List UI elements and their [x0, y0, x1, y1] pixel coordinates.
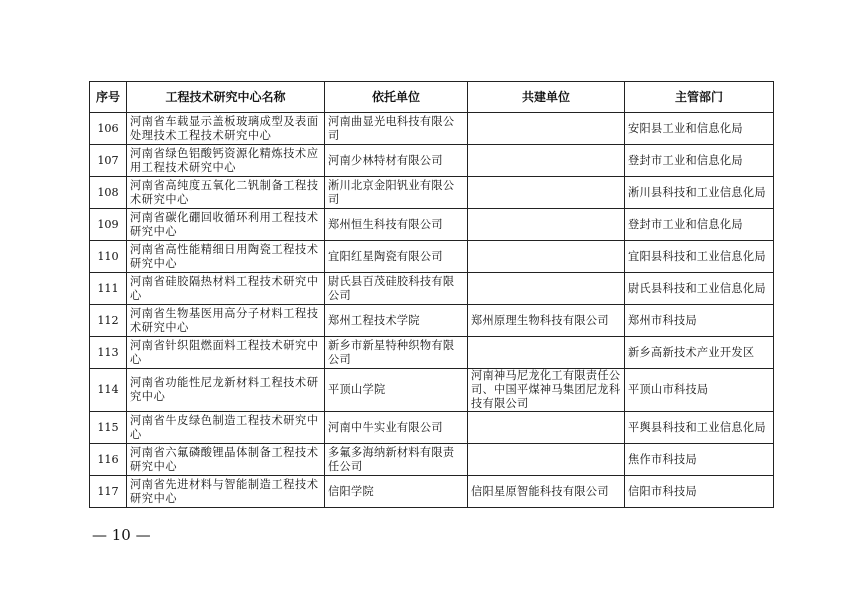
- cell-num: 109: [90, 209, 127, 241]
- cell-host: 郑州恒生科技有限公司: [325, 209, 468, 241]
- table-body: [90, 113, 774, 508]
- cell-num: 110: [90, 241, 127, 273]
- cell-dept: 登封市工业和信息化局: [625, 145, 774, 177]
- cell-host: 淅川北京金阳钒业有限公司: [325, 177, 468, 209]
- header-host-unit: 依托单位: [325, 82, 468, 113]
- cell-name: 河南省车载显示盖板玻璃成型及表面处理技术工程技术研究中心: [127, 113, 325, 145]
- table-row: [90, 241, 774, 273]
- cell-dept: 登封市工业和信息化局: [625, 209, 774, 241]
- cell-num: 111: [90, 273, 127, 305]
- table-row: [90, 145, 774, 177]
- cell-dept: 宜阳县科技和工业信息化局: [625, 241, 774, 273]
- table-row: [90, 369, 774, 412]
- header-center-name: 工程技术研究中心名称: [127, 82, 325, 113]
- page-number: — 10 —: [92, 526, 151, 544]
- cell-host: 平顶山学院: [325, 369, 468, 412]
- table-row: [90, 476, 774, 508]
- cell-co: [468, 209, 625, 241]
- cell-name: 河南省先进材料与智能制造工程技术研究中心: [127, 476, 325, 508]
- cell-num: 114: [90, 369, 127, 412]
- cell-co: [468, 241, 625, 273]
- cell-name: 河南省高性能精细日用陶瓷工程技术研究中心: [127, 241, 325, 273]
- cell-host: 信阳学院: [325, 476, 468, 508]
- cell-dept: 信阳市科技局: [625, 476, 774, 508]
- cell-num: 112: [90, 305, 127, 337]
- cell-host: 河南少林特材有限公司: [325, 145, 468, 177]
- table-row: [90, 444, 774, 476]
- cell-name: 河南省高纯度五氧化二钒制备工程技术研究中心: [127, 177, 325, 209]
- cell-host: 新乡市新星特种织物有限公司: [325, 337, 468, 369]
- table-row: [90, 305, 774, 337]
- cell-co: [468, 145, 625, 177]
- cell-name: 河南省绿色铝酸钙资源化精炼技术应用工程技术研究中心: [127, 145, 325, 177]
- cell-host: 河南中牛实业有限公司: [325, 412, 468, 444]
- cell-dept: 焦作市科技局: [625, 444, 774, 476]
- cell-name: 河南省牛皮绿色制造工程技术研究中心: [127, 412, 325, 444]
- cell-host: 宜阳红星陶瓷有限公司: [325, 241, 468, 273]
- cell-name: 河南省六氟磷酸锂晶体制备工程技术研究中心: [127, 444, 325, 476]
- cell-co: 河南神马尼龙化工有限责任公司、中国平煤神马集团尼龙科技有限公司: [468, 369, 625, 412]
- cell-host: 尉氏县百茂硅胶科技有限公司: [325, 273, 468, 305]
- cell-num: 107: [90, 145, 127, 177]
- cell-name: 河南省硅胶隔热材料工程技术研究中心: [127, 273, 325, 305]
- header-co-unit: 共建单位: [468, 82, 625, 113]
- cell-co: [468, 337, 625, 369]
- cell-host: 河南曲显光电科技有限公司: [325, 113, 468, 145]
- table-row: [90, 209, 774, 241]
- cell-num: 106: [90, 113, 127, 145]
- table-row: [90, 177, 774, 209]
- cell-co: [468, 113, 625, 145]
- cell-num: 113: [90, 337, 127, 369]
- cell-name: 河南省碳化硼回收循环利用工程技术研究中心: [127, 209, 325, 241]
- cell-co: 郑州原理生物科技有限公司: [468, 305, 625, 337]
- cell-dept: 尉氏县科技和工业信息化局: [625, 273, 774, 305]
- table-row: [90, 273, 774, 305]
- cell-name: 河南省生物基医用高分子材料工程技术研究中心: [127, 305, 325, 337]
- header-department: 主管部门: [625, 82, 774, 113]
- cell-dept: 郑州市科技局: [625, 305, 774, 337]
- cell-co: 信阳星原智能科技有限公司: [468, 476, 625, 508]
- cell-host: 多氟多海纳新材料有限责任公司: [325, 444, 468, 476]
- table-row: [90, 337, 774, 369]
- cell-dept: 安阳县工业和信息化局: [625, 113, 774, 145]
- cell-name: 河南省针织阻燃面料工程技术研究中心: [127, 337, 325, 369]
- table-row: [90, 412, 774, 444]
- cell-dept: 平顶山市科技局: [625, 369, 774, 412]
- table-row: [90, 113, 774, 145]
- cell-num: 116: [90, 444, 127, 476]
- cell-dept: 新乡高新技术产业开发区: [625, 337, 774, 369]
- cell-co: [468, 273, 625, 305]
- header-num: 序号: [90, 82, 127, 113]
- cell-dept: 淅川县科技和工业信息化局: [625, 177, 774, 209]
- cell-num: 117: [90, 476, 127, 508]
- cell-co: [468, 177, 625, 209]
- cell-dept: 平舆县科技和工业信息化局: [625, 412, 774, 444]
- cell-name: 河南省功能性尼龙新材料工程技术研究中心: [127, 369, 325, 412]
- cell-co: [468, 444, 625, 476]
- cell-co: [468, 412, 625, 444]
- cell-num: 115: [90, 412, 127, 444]
- cell-host: 郑州工程技术学院: [325, 305, 468, 337]
- cell-num: 108: [90, 177, 127, 209]
- research-center-table: [89, 81, 774, 508]
- table-header-row: [90, 82, 774, 113]
